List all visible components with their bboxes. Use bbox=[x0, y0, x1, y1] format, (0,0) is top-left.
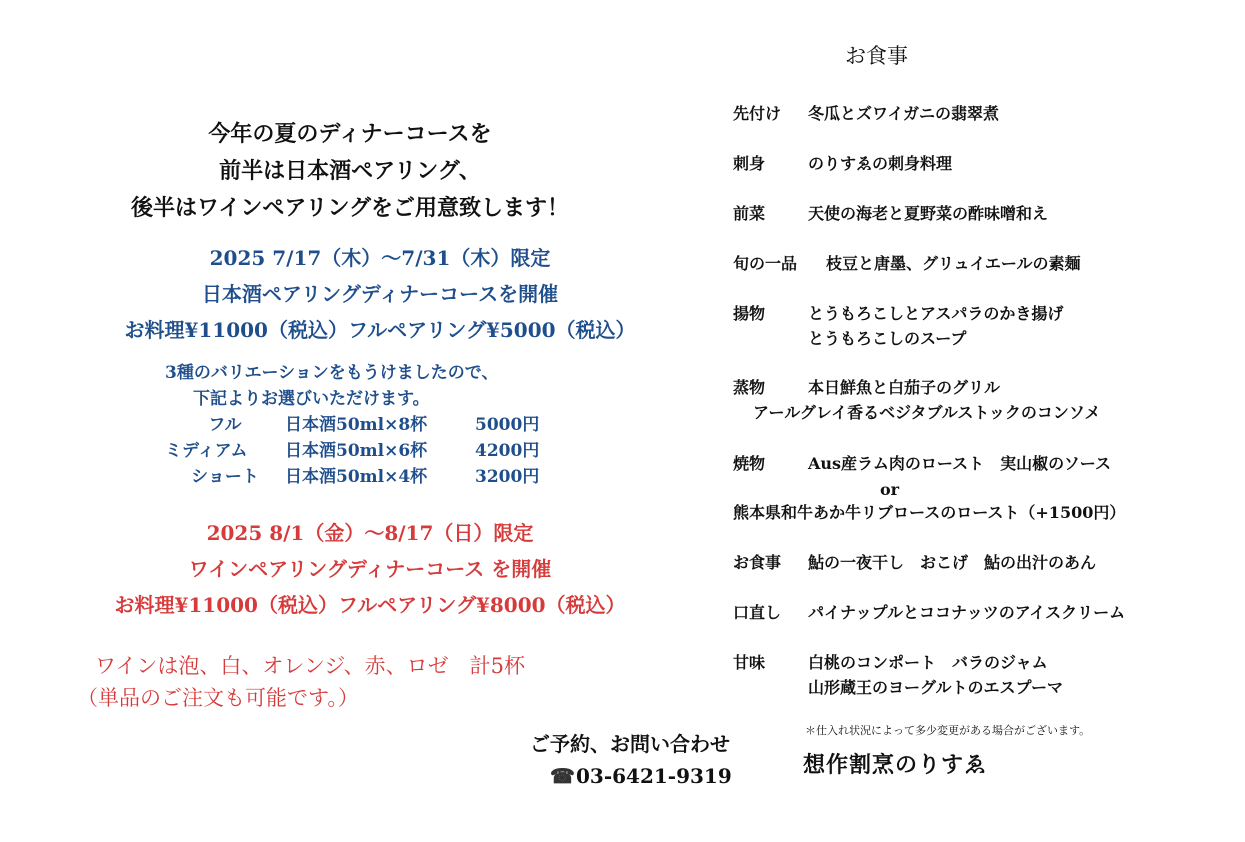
menu-dish: 冬瓜とズワイガニの翡翠煮 bbox=[808, 104, 1000, 123]
wine-note-line-2: （単品のご注文も可能です。） bbox=[77, 686, 359, 710]
menu-dish: 鮎の一夜干し おこげ 鮎の出汁のあん bbox=[808, 553, 1097, 572]
menu-dish: Aus産ラム肉のロースト 実山椒のソース bbox=[808, 454, 1111, 473]
wine-note-line-1: ワインは泡、白、オレンジ、赤、ロゼ 計5杯 bbox=[95, 654, 525, 678]
menu-dish: 天使の海老と夏野菜の酢味噌和え bbox=[808, 204, 1049, 223]
reservation-contact bbox=[530, 728, 732, 792]
menu-category: 旬の一品 bbox=[733, 254, 798, 273]
menu-category: 先付け bbox=[733, 104, 782, 123]
sake-prices: お料理¥11000（税込）フルペアリング¥5000（税込） bbox=[124, 318, 636, 342]
variation-spec: 日本酒50ml×4杯 bbox=[285, 467, 428, 487]
restaurant-name: 想作割烹のりすゑ bbox=[803, 752, 988, 778]
menu-item bbox=[733, 201, 1048, 226]
menu-item bbox=[733, 600, 1125, 625]
menu-dish-sub: 山形蔵王のヨーグルトのエスプーマ bbox=[808, 678, 1064, 697]
menu-item bbox=[733, 550, 1096, 575]
variation-row-medium bbox=[165, 438, 555, 464]
sake-pairing-info bbox=[60, 240, 700, 348]
variation-spec: 日本酒50ml×6杯 bbox=[285, 441, 428, 461]
menu-category: 刺身 bbox=[733, 154, 766, 173]
headline-line-2: 前半は日本酒ペアリング、 bbox=[219, 158, 481, 184]
menu-category: 前菜 bbox=[733, 204, 766, 223]
variation-name: フル bbox=[208, 415, 242, 435]
wine-pairing-info bbox=[40, 515, 700, 623]
sake-variations bbox=[165, 360, 555, 490]
menu-dish: とうもろこしとアスパラのかき揚げ bbox=[808, 304, 1064, 323]
menu-category: お食事 bbox=[733, 553, 782, 572]
menu-dish: のりすゑの刺身料理 bbox=[808, 154, 953, 173]
variation-price: 3200円 bbox=[475, 467, 540, 487]
menu-category: 口直し bbox=[733, 603, 782, 622]
variation-row-short bbox=[165, 464, 555, 490]
wine-note bbox=[77, 650, 525, 714]
menu-item bbox=[733, 650, 1063, 700]
menu-dish: 白桃のコンポート バラのジャム bbox=[808, 653, 1048, 672]
menu-dish: 本日鮮魚と白茄子のグリル bbox=[808, 378, 1001, 397]
menu-dish: 枝豆と唐墨、グリュイエールの素麺 bbox=[826, 254, 1081, 273]
sake-course-title: 日本酒ペアリングディナーコースを開催 bbox=[201, 282, 559, 306]
variation-row-full bbox=[165, 412, 555, 438]
headline-line-3: 後半はワインペアリングをご用意致します！ bbox=[130, 195, 570, 221]
variation-name: ミディアム bbox=[165, 441, 248, 461]
variation-name: ショート bbox=[191, 467, 259, 487]
contact-label: ご予約、お問い合わせ bbox=[530, 732, 730, 756]
menu-or: or bbox=[880, 480, 900, 499]
menu-item bbox=[733, 101, 999, 126]
variation-price: 4200円 bbox=[475, 441, 540, 461]
phone-icon: ☎ bbox=[550, 764, 575, 788]
menu-item-alternative: 熊本県和牛あか牛リブロースのロースト（+1500円） bbox=[733, 503, 1126, 522]
menu-dish: パイナップルとココナッツのアイスクリーム bbox=[808, 603, 1126, 622]
menu-category: 揚物 bbox=[733, 304, 766, 323]
variation-intro-1: 3種のバリエーションをもうけましたので、 bbox=[165, 363, 499, 383]
menu-item bbox=[733, 375, 1101, 425]
menu-disclaimer: ＊仕入れ状況によって多少変更がある場合がございます。 bbox=[805, 724, 1091, 737]
menu-item bbox=[733, 451, 1111, 476]
menu-item bbox=[733, 301, 1063, 351]
wine-prices: お料理¥11000（税込）フルペアリング¥8000（税込） bbox=[114, 593, 626, 617]
menu-title: お食事 bbox=[845, 44, 908, 68]
headline bbox=[0, 116, 700, 227]
variation-intro-2: 下記よりお選びいただけます。 bbox=[193, 389, 430, 409]
menu-item bbox=[733, 251, 1081, 276]
wine-course-title: ワインペアリングディナーコース を開催 bbox=[188, 557, 552, 581]
menu-category: 焼物 bbox=[733, 454, 766, 473]
variation-price: 5000円 bbox=[475, 415, 540, 435]
wine-dates: 2025 8/1（金）〜8/17（日）限定 bbox=[206, 521, 534, 545]
sake-dates: 2025 7/17（木）〜7/31（木）限定 bbox=[209, 246, 551, 270]
contact-phone-line[interactable] bbox=[530, 760, 732, 792]
menu-category: 蒸物 bbox=[733, 378, 766, 397]
menu-dish-sub: とうもろこしのスープ bbox=[808, 329, 967, 348]
phone-number[interactable]: 03-6421-9319 bbox=[576, 764, 732, 788]
menu-item bbox=[733, 151, 952, 176]
headline-line-1: 今年の夏のディナーコースを bbox=[208, 121, 492, 147]
menu-category: 甘味 bbox=[733, 653, 766, 672]
variation-spec: 日本酒50ml×8杯 bbox=[285, 415, 428, 435]
menu-dish-sub: アールグレイ香るベジタブルストックのコンソメ bbox=[753, 403, 1101, 422]
